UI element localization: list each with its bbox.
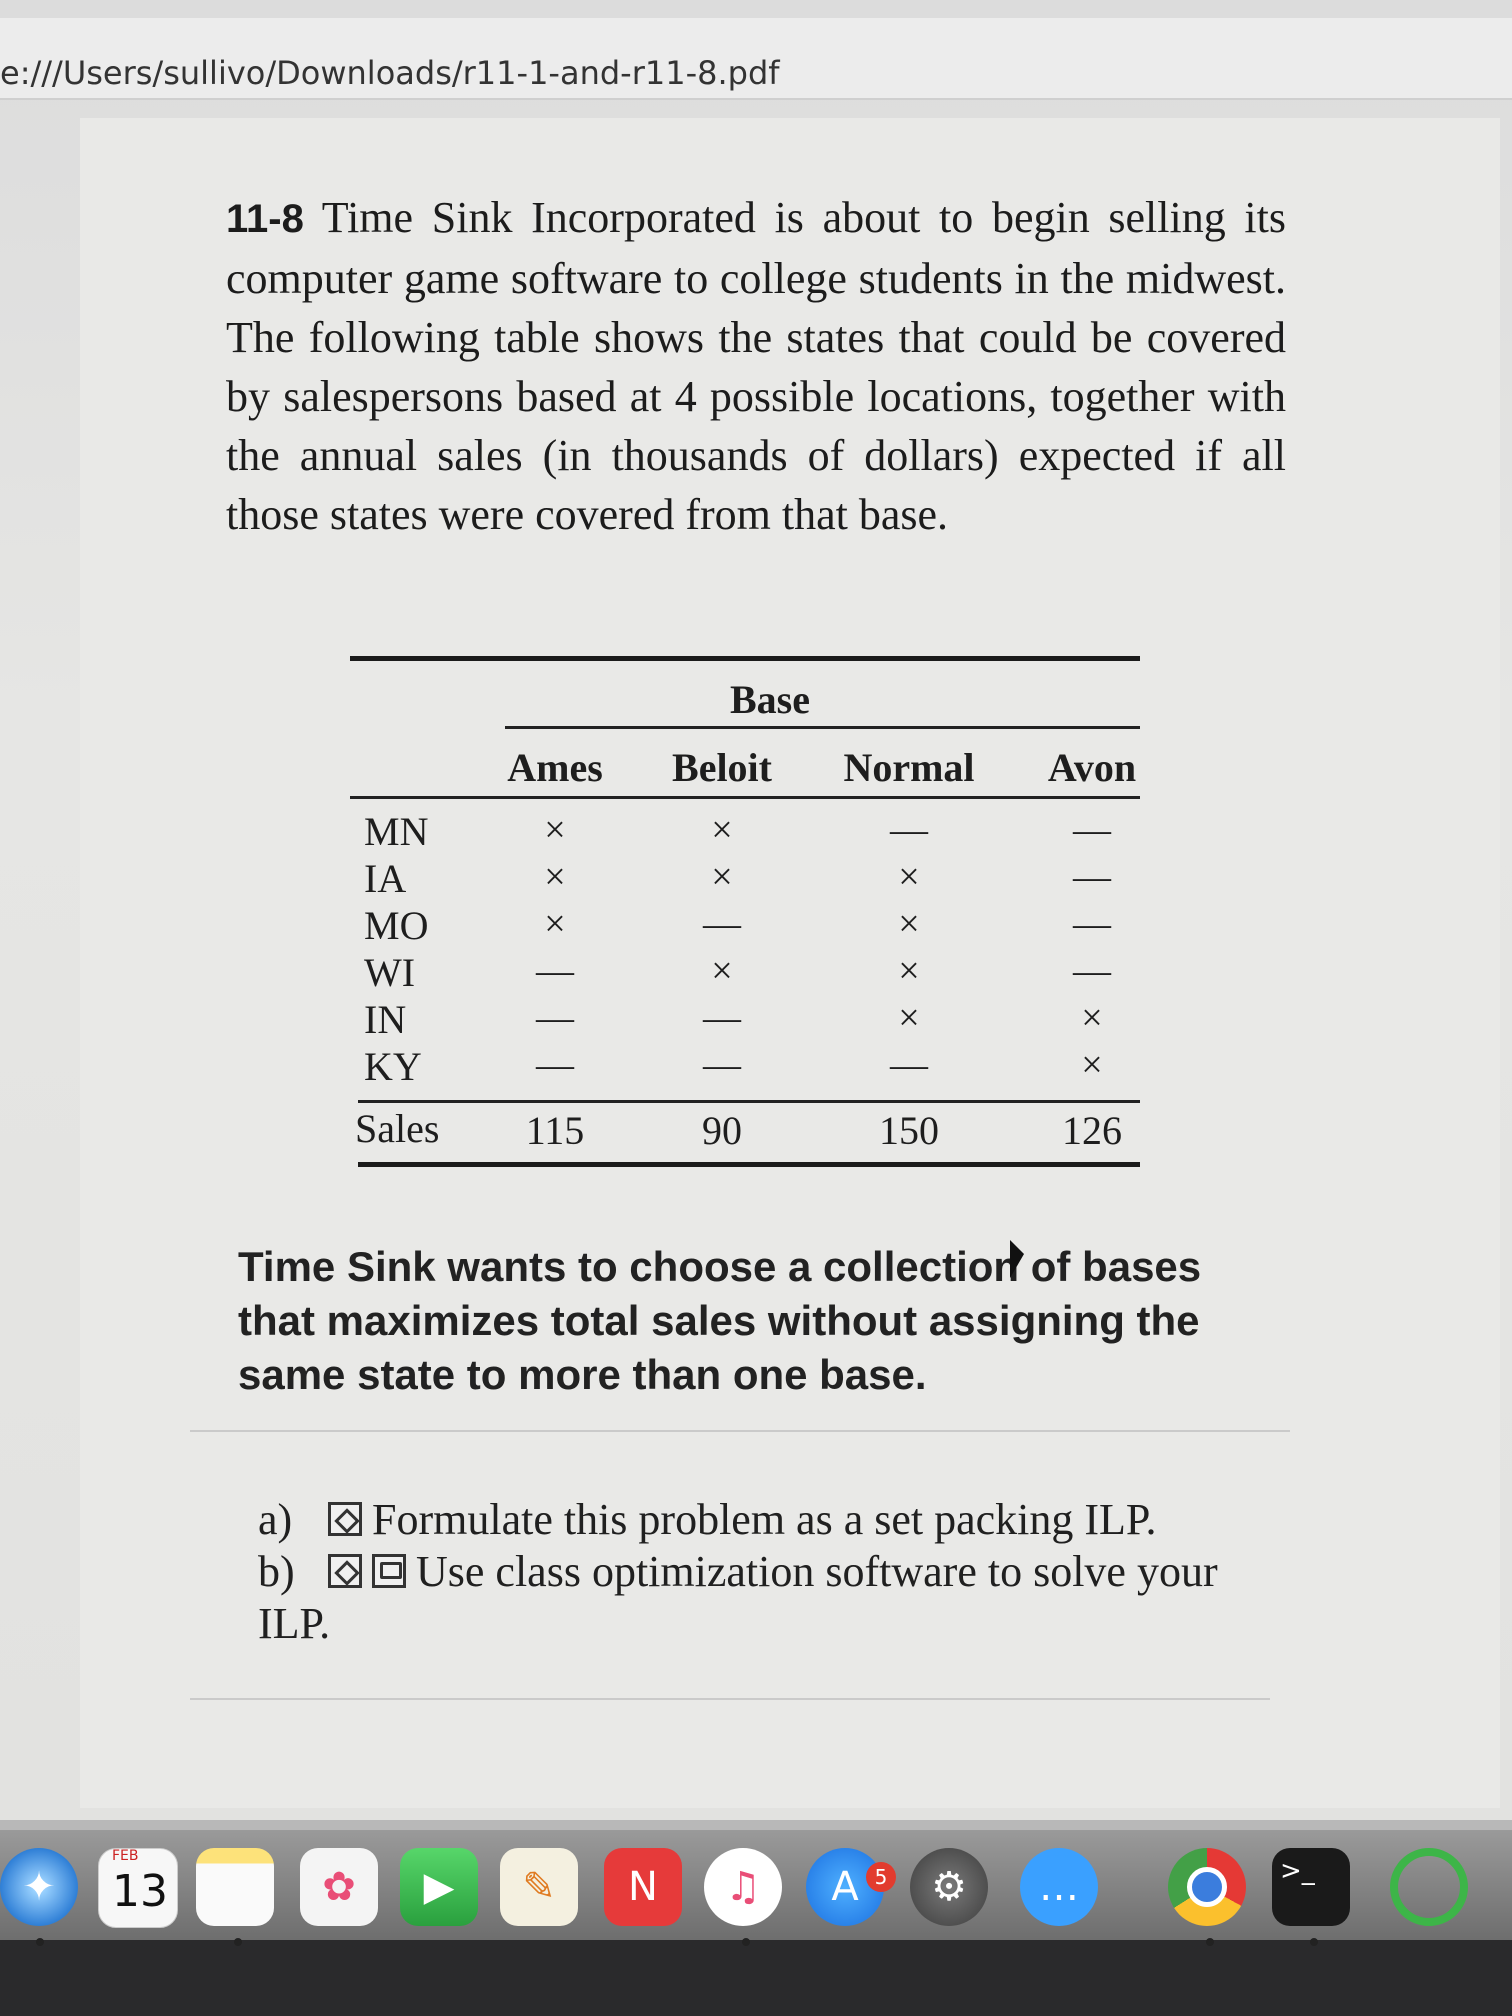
app-store-badge: 5	[866, 1862, 896, 1892]
sales-ames: 115	[525, 1108, 585, 1153]
safari-icon[interactable]: ✦	[0, 1848, 78, 1926]
header-rule	[350, 796, 1140, 799]
pages-icon[interactable]: ✎	[500, 1848, 578, 1926]
problem-text	[226, 188, 1286, 544]
task-b-key: b)	[258, 1547, 295, 1596]
sales-avon: 126	[1062, 1108, 1122, 1153]
row-label-ky: KY	[364, 1044, 422, 1089]
table-cell: ×	[711, 950, 733, 992]
column-header-ames: Ames	[507, 745, 603, 790]
table-cell: —	[890, 1044, 928, 1086]
table-cell: ×	[544, 809, 566, 851]
table-cell: ×	[1081, 997, 1103, 1039]
sales-beloit: 90	[702, 1108, 742, 1153]
task-b	[258, 1546, 1228, 1650]
solution-icon[interactable]	[328, 1502, 362, 1536]
sales-rule	[358, 1100, 1140, 1103]
running-indicator	[1310, 1938, 1318, 1946]
task-b-text: Use class optimization software to solve your ILP.	[258, 1547, 1218, 1648]
table-cell: ×	[898, 950, 920, 992]
running-indicator	[742, 1938, 750, 1946]
table-cell: —	[703, 997, 741, 1039]
sales-normal: 150	[879, 1108, 939, 1153]
table-cell: —	[1073, 809, 1111, 851]
column-header-beloit: Beloit	[672, 745, 772, 790]
url-text[interactable]: e:///Users/sullivo/Downloads/r11-1-and-r11-8.pdf	[0, 54, 780, 92]
table-group-header: Base	[730, 677, 810, 722]
task-a-text: Formulate this problem as a set packing ILP.	[372, 1495, 1157, 1544]
task-list	[258, 1494, 1278, 1650]
app-store-icon[interactable]: A	[806, 1848, 884, 1926]
group-rule	[505, 726, 1140, 729]
table-cell: ×	[1081, 1044, 1103, 1086]
row-label-mo: MO	[364, 903, 429, 948]
calendar-day: 13	[112, 1866, 168, 1917]
table-cell: ×	[711, 809, 733, 851]
table-cell: ×	[544, 856, 566, 898]
terminal-icon[interactable]	[1272, 1848, 1350, 1926]
task-a	[258, 1494, 1278, 1546]
terminal-prompt: >_	[1280, 1856, 1315, 1886]
column-header-avon: Avon	[1047, 745, 1137, 790]
table-bottom-rule	[358, 1162, 1140, 1167]
facetime-icon[interactable]: ▶	[400, 1848, 478, 1926]
news-icon[interactable]: N	[604, 1848, 682, 1926]
chrome-icon[interactable]	[1168, 1848, 1246, 1926]
table-cell: —	[1073, 950, 1111, 992]
row-label-wi: WI	[364, 950, 416, 995]
task-a-key: a)	[258, 1495, 293, 1544]
address-bar[interactable]	[0, 18, 1512, 100]
calendar-month: FEB	[112, 1848, 139, 1864]
notes-icon[interactable]	[196, 1848, 274, 1926]
music-icon[interactable]: ♫	[704, 1848, 782, 1926]
running-indicator	[1206, 1938, 1214, 1946]
running-indicator	[234, 1938, 242, 1946]
row-label-ia: IA	[364, 856, 407, 901]
followup-text: Time Sink wants to choose a collection of bases that maximizes total sales without assigning the same state to more than one base.	[238, 1243, 1202, 1398]
sales-label: Sales	[355, 1106, 440, 1151]
table-cell: ×	[711, 856, 733, 898]
software-icon[interactable]	[372, 1554, 406, 1588]
section-divider	[190, 1430, 1290, 1432]
messages-icon[interactable]: …	[1020, 1848, 1098, 1926]
table-cell: ×	[898, 997, 920, 1039]
system-preferences-icon[interactable]: ⚙	[910, 1848, 988, 1926]
table-top-rule	[350, 656, 1140, 661]
problem-body: Time Sink Incorporated is about to begin selling its computer game software to college students in the midwest. The following table shows the states that could be covered by salespersons based at 4 possible locations, together with the annual sales (in thousands of dollars) expected if all those states were covered from that base.	[226, 193, 1286, 539]
table-cell: —	[703, 1044, 741, 1086]
table-cell: ×	[544, 903, 566, 945]
table-cell: ×	[898, 903, 920, 945]
table-cell: —	[1073, 903, 1111, 945]
table-cell: ×	[898, 856, 920, 898]
solution-icon[interactable]	[328, 1554, 362, 1588]
mouse-cursor	[1010, 1240, 1024, 1278]
table-cell: —	[536, 997, 574, 1039]
table-cell: —	[536, 1044, 574, 1086]
table-cell: —	[1073, 856, 1111, 898]
loading-ring-icon[interactable]	[1390, 1848, 1468, 1926]
running-indicator	[36, 1938, 44, 1946]
row-label-in: IN	[364, 997, 407, 1042]
problem-number: 11-8	[226, 197, 304, 241]
photos-icon[interactable]: ✿	[300, 1848, 378, 1926]
column-header-normal: Normal	[843, 745, 975, 790]
table-cell: —	[703, 903, 741, 945]
section-divider-bottom	[190, 1698, 1270, 1700]
table-cell: —	[536, 950, 574, 992]
table-cell: —	[890, 809, 928, 851]
row-label-mn: MN	[364, 809, 429, 854]
